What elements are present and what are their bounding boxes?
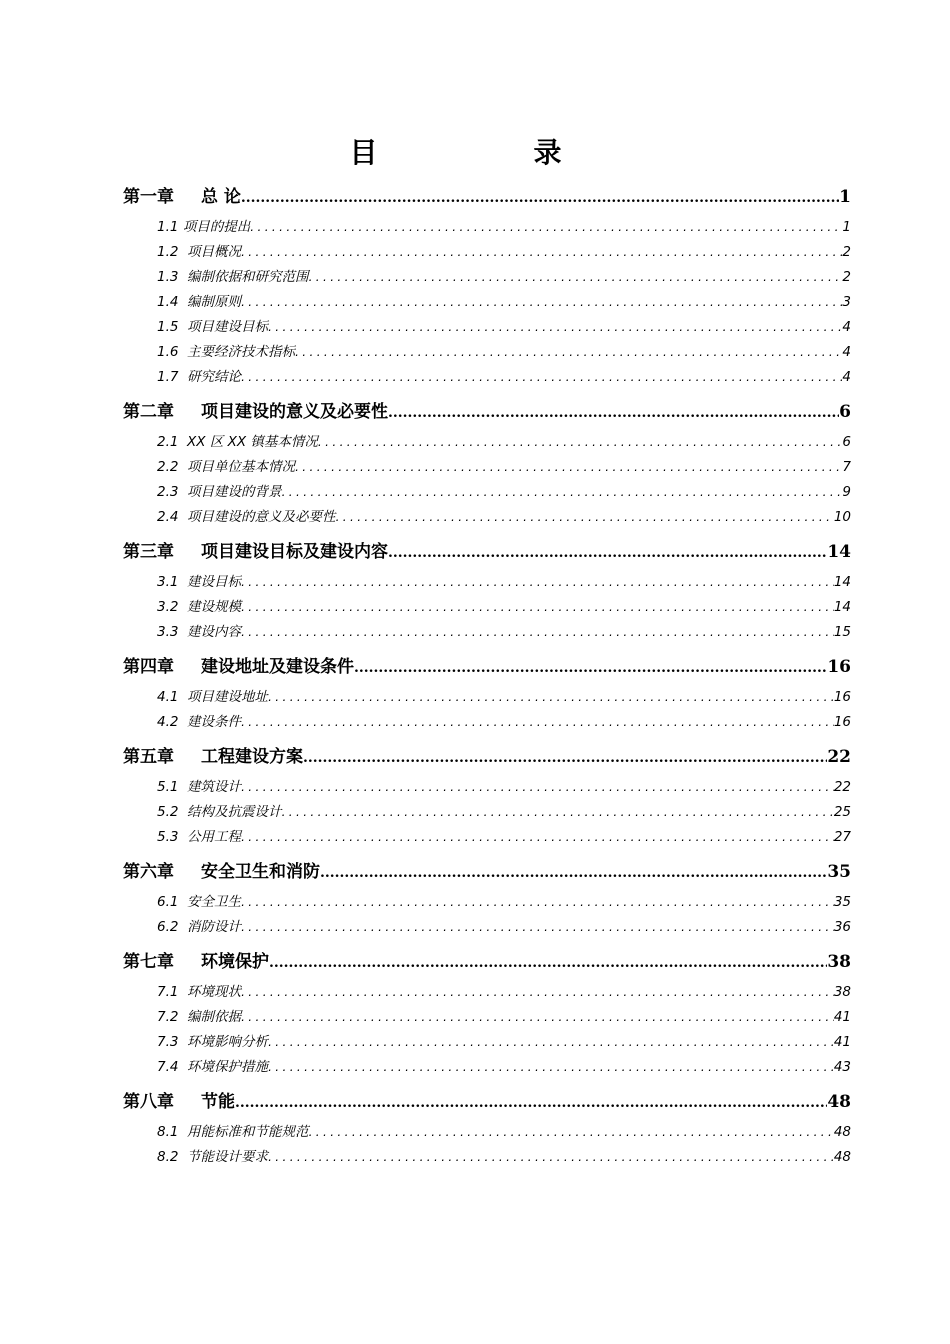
section-label: 7.3 环境影响分析	[157, 1034, 269, 1050]
toc-chapter-entry[interactable]	[123, 652, 851, 682]
toc-section-entry[interactable]	[123, 710, 851, 735]
dot-leader	[241, 620, 834, 645]
section-page-number: 1	[842, 219, 851, 235]
dot-leader	[268, 1030, 834, 1055]
section-label: 1.3 编制依据和研究范围	[157, 269, 309, 285]
dot-leader	[241, 1005, 834, 1030]
section-page-number: 41	[833, 1009, 851, 1025]
toc-chapter-entry[interactable]	[123, 857, 851, 887]
chapter-title: 项目建设的意义及必要性	[201, 402, 388, 422]
section-page-number: 38	[833, 984, 851, 1000]
chapter-title: 建设地址及建设条件	[201, 657, 354, 677]
dot-leader	[250, 215, 842, 240]
dot-leader	[241, 980, 834, 1005]
chapter-number: 第五章	[123, 747, 174, 767]
section-page-number: 48	[833, 1124, 851, 1140]
toc-section-entry[interactable]	[123, 455, 851, 480]
dot-leader	[241, 710, 834, 735]
toc-section-entry[interactable]	[123, 1145, 851, 1170]
toc-section-entry[interactable]	[123, 290, 851, 315]
section-page-number: 7	[842, 459, 851, 475]
section-label: 2.1 XX 区 XX 镇基本情况	[157, 434, 318, 450]
dot-leader	[354, 653, 827, 683]
section-label: 3.1 建设目标	[157, 574, 242, 590]
section-page-number: 2	[842, 244, 851, 260]
chapter-page-number: 22	[827, 747, 851, 767]
section-page-number: 9	[842, 484, 851, 500]
chapter-page-number: 1	[839, 187, 851, 207]
chapter-number: 第八章	[123, 1092, 174, 1112]
dot-leader	[282, 480, 843, 505]
section-page-number: 10	[833, 509, 851, 525]
section-label: 8.2 节能设计要求	[157, 1149, 269, 1165]
dot-leader	[241, 240, 842, 265]
dot-leader	[318, 430, 842, 455]
chapter-title: 总 论	[201, 187, 241, 207]
chapter-title: 项目建设目标及建设内容	[201, 542, 388, 562]
dot-leader	[388, 538, 827, 568]
dot-leader	[268, 315, 842, 340]
dot-leader	[282, 800, 834, 825]
section-label: 1.1 项目的提出	[157, 219, 251, 235]
section-label: 2.3 项目建设的背景	[157, 484, 282, 500]
section-label: 1.2 项目概况	[157, 244, 242, 260]
section-page-number: 22	[833, 779, 851, 795]
section-page-number: 2	[842, 269, 851, 285]
chapter-page-number: 6	[839, 402, 851, 422]
section-page-number: 4	[842, 369, 851, 385]
section-label: 8.1 用能标准和节能规范	[157, 1124, 309, 1140]
section-page-number: 16	[833, 689, 851, 705]
toc-section-entry[interactable]	[123, 365, 851, 390]
chapter-title: 环境保护	[201, 952, 269, 972]
dot-leader	[235, 1088, 827, 1118]
dot-leader	[241, 570, 834, 595]
toc-chapter-entry[interactable]	[123, 397, 851, 427]
toc-section-entry[interactable]	[123, 595, 851, 620]
table-of-contents	[123, 182, 851, 1170]
section-label: 1.4 编制原则	[157, 294, 242, 310]
toc-chapter-entry[interactable]	[123, 947, 851, 977]
dot-leader	[241, 290, 842, 315]
chapter-title: 节能	[201, 1092, 235, 1112]
dot-leader	[303, 743, 827, 773]
dot-leader	[295, 455, 842, 480]
section-label: 4.1 项目建设地址	[157, 689, 269, 705]
chapter-page-number: 35	[827, 862, 851, 882]
dot-leader	[269, 948, 827, 978]
dot-leader	[336, 505, 834, 530]
toc-section-entry[interactable]	[123, 570, 851, 595]
section-page-number: 14	[833, 574, 851, 590]
toc-chapter-entry[interactable]	[123, 537, 851, 567]
section-label: 2.4 项目建设的意义及必要性	[157, 509, 336, 525]
section-label: 1.6 主要经济技术指标	[157, 344, 296, 360]
toc-section-entry[interactable]	[123, 340, 851, 365]
section-page-number: 41	[833, 1034, 851, 1050]
page-title: 目 录	[349, 136, 626, 169]
dot-leader	[268, 685, 834, 710]
section-label: 6.2 消防设计	[157, 919, 242, 935]
toc-section-entry[interactable]	[123, 480, 851, 505]
chapter-title: 工程建设方案	[201, 747, 303, 767]
section-label: 3.2 建设规模	[157, 599, 242, 615]
toc-section-entry[interactable]	[123, 430, 851, 455]
section-page-number: 27	[833, 829, 851, 845]
chapter-number: 第二章	[123, 402, 174, 422]
toc-section-entry[interactable]	[123, 980, 851, 1005]
toc-section-entry[interactable]	[123, 215, 851, 240]
section-label: 5.1 建筑设计	[157, 779, 242, 795]
section-label: 7.4 环境保护措施	[157, 1059, 269, 1075]
dot-leader	[241, 890, 834, 915]
dot-leader	[388, 398, 839, 428]
toc-section-entry[interactable]	[123, 505, 851, 530]
chapter-number: 第三章	[123, 542, 174, 562]
section-page-number: 48	[833, 1149, 851, 1165]
section-page-number: 6	[842, 434, 851, 450]
toc-chapter-entry[interactable]	[123, 742, 851, 772]
chapter-number: 第六章	[123, 862, 174, 882]
section-page-number: 25	[833, 804, 851, 820]
toc-section-entry[interactable]	[123, 825, 851, 850]
chapter-number: 第一章	[123, 187, 174, 207]
toc-section-entry[interactable]	[123, 620, 851, 645]
toc-chapter-entry[interactable]	[123, 182, 851, 212]
toc-section-entry[interactable]	[123, 265, 851, 290]
section-page-number: 3	[842, 294, 851, 310]
toc-section-entry[interactable]	[123, 775, 851, 800]
toc-section-entry[interactable]	[123, 800, 851, 825]
section-page-number: 35	[833, 894, 851, 910]
toc-section-entry[interactable]	[123, 1055, 851, 1080]
section-label: 7.1 环境现状	[157, 984, 242, 1000]
toc-chapter-entry[interactable]	[123, 1087, 851, 1117]
section-label: 3.3 建设内容	[157, 624, 242, 640]
chapter-number: 第四章	[123, 657, 174, 677]
dot-leader	[241, 595, 834, 620]
dot-leader	[241, 775, 834, 800]
dot-leader	[241, 825, 834, 850]
toc-section-entry[interactable]	[123, 1005, 851, 1030]
toc-section-entry[interactable]	[123, 915, 851, 940]
toc-section-entry[interactable]	[123, 685, 851, 710]
chapter-number: 第七章	[123, 952, 174, 972]
toc-section-entry[interactable]	[123, 240, 851, 265]
chapter-page-number: 38	[827, 952, 851, 972]
section-label: 4.2 建设条件	[157, 714, 242, 730]
chapter-page-number: 14	[827, 542, 851, 562]
dot-leader	[241, 915, 834, 940]
section-page-number: 4	[842, 319, 851, 335]
dot-leader	[309, 265, 843, 290]
dot-leader	[268, 1055, 834, 1080]
toc-section-entry[interactable]	[123, 315, 851, 340]
section-label: 5.2 结构及抗震设计	[157, 804, 282, 820]
dot-leader	[241, 183, 839, 213]
dot-leader	[268, 1145, 834, 1170]
section-label: 1.7 研究结论	[157, 369, 242, 385]
chapter-page-number: 48	[827, 1092, 851, 1112]
chapter-page-number: 16	[827, 657, 851, 677]
dot-leader	[241, 365, 842, 390]
section-label: 5.3 公用工程	[157, 829, 242, 845]
section-page-number: 36	[833, 919, 851, 935]
chapter-title: 安全卫生和消防	[201, 862, 320, 882]
toc-section-entry[interactable]	[123, 1120, 851, 1145]
section-page-number: 15	[833, 624, 851, 640]
section-label: 7.2 编制依据	[157, 1009, 242, 1025]
dot-leader	[295, 340, 842, 365]
section-label: 6.1 安全卫生	[157, 894, 242, 910]
section-page-number: 14	[833, 599, 851, 615]
section-page-number: 4	[842, 344, 851, 360]
dot-leader	[309, 1120, 834, 1145]
section-label: 1.5 项目建设目标	[157, 319, 269, 335]
dot-leader	[320, 858, 827, 888]
section-label: 2.2 项目单位基本情况	[157, 459, 296, 475]
toc-section-entry[interactable]	[123, 890, 851, 915]
toc-section-entry[interactable]	[123, 1030, 851, 1055]
section-page-number: 43	[833, 1059, 851, 1075]
section-page-number: 16	[833, 714, 851, 730]
